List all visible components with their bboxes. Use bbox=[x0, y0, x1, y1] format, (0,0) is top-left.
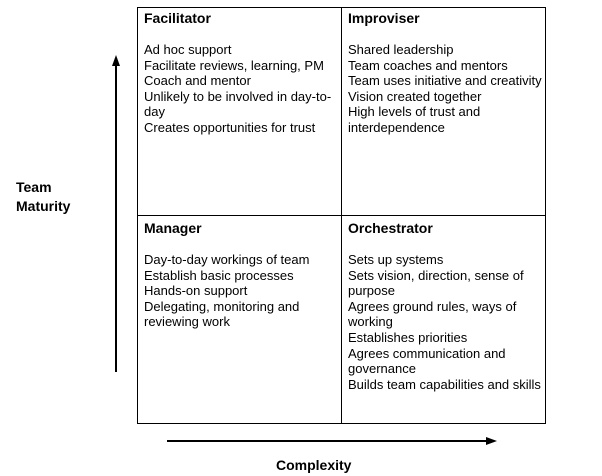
quadrant-item: Delegating, monitoring and reviewing work bbox=[144, 298, 300, 330]
quadrant-title: Orchestrator bbox=[348, 220, 433, 236]
quadrant-improviser bbox=[348, 10, 542, 136]
quadrant-facilitator bbox=[144, 10, 336, 136]
quadrant-item: Facilitate reviews, learning, PM bbox=[144, 57, 324, 73]
quadrant-item: Coach and mentor bbox=[144, 73, 251, 89]
y-axis-arrow-head bbox=[112, 55, 120, 66]
quadrant-item: Ad hoc support bbox=[144, 42, 232, 57]
quadrant-orchestrator bbox=[348, 220, 542, 392]
quadrant-item: Team uses initiative and creativity bbox=[348, 73, 542, 89]
quadrant-items bbox=[144, 42, 336, 136]
x-axis-arrow-head bbox=[486, 437, 497, 445]
quadrant-item: Shared leadership bbox=[348, 42, 454, 57]
quadrant-item: Unlikely to be involved in day-to-day bbox=[144, 88, 332, 120]
x-axis-label: Complexity bbox=[276, 457, 352, 473]
quadrant-item: Agrees ground rules, ways of working bbox=[348, 298, 517, 330]
maturity-complexity-grid bbox=[137, 7, 546, 424]
quadrant-manager bbox=[144, 220, 336, 330]
quadrant-item: Establishes priorities bbox=[348, 329, 468, 345]
quadrant-item: Vision created together bbox=[348, 88, 482, 104]
quadrant-title: Manager bbox=[144, 220, 202, 236]
quadrant-item: Day-to-day workings of team bbox=[144, 252, 310, 267]
quadrant-items bbox=[348, 252, 542, 392]
quadrant-item: Sets up systems bbox=[348, 252, 444, 267]
quadrant-item: Creates opportunities for trust bbox=[144, 119, 316, 135]
quadrant-item: Sets vision, direction, sense of purpose bbox=[348, 267, 524, 299]
quadrant-items bbox=[144, 252, 336, 330]
quadrant-title: Facilitator bbox=[144, 10, 211, 26]
quadrant-item: Team coaches and mentors bbox=[348, 57, 508, 73]
y-axis-label-line2: Maturity bbox=[16, 198, 71, 214]
quadrant-item: Establish basic processes bbox=[144, 267, 294, 283]
y-axis-label bbox=[16, 178, 70, 216]
quadrant-item: Hands-on support bbox=[144, 283, 248, 299]
quadrant-item: High levels of trust and interdependence bbox=[348, 104, 481, 135]
quadrant-items bbox=[348, 42, 542, 136]
quadrant-item: Agrees communication and governance bbox=[348, 345, 506, 377]
quadrant-title: Improviser bbox=[348, 10, 420, 26]
grid-horizontal-divider bbox=[138, 215, 545, 216]
quadrant-item: Builds team capabilities and skills bbox=[348, 376, 541, 392]
y-axis-label-line1: Team bbox=[16, 179, 52, 195]
